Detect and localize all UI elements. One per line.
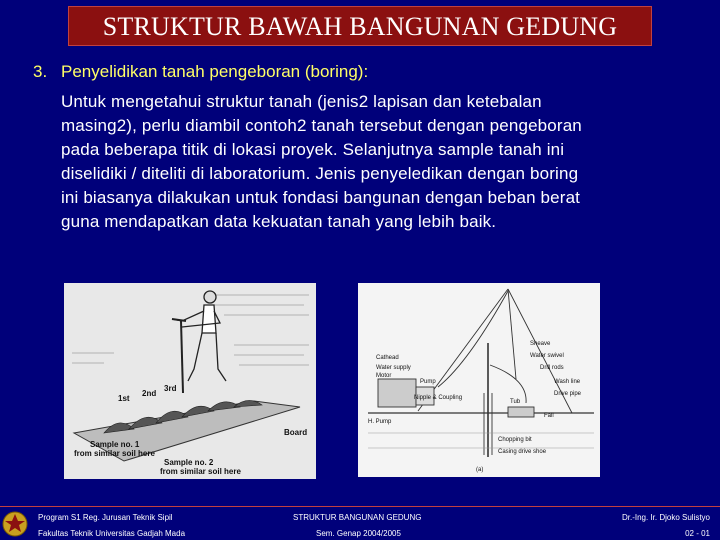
label-water-supply: Water supply	[376, 365, 411, 371]
wash-boring-diagram	[358, 283, 600, 477]
label-chopping-bit: Chopping bit	[498, 437, 532, 443]
auger-boring-drawing	[64, 283, 316, 479]
footer-program: Program S1 Reg. Jurusan Teknik Sipil	[38, 513, 173, 522]
label-tub: Tub	[510, 399, 521, 405]
body-line: guna mendapatkan data kekuatan tanah yang lebih baik.	[61, 212, 497, 231]
auger-boring-illustration	[64, 283, 316, 479]
body-line: pada beberapa titik di lokasi proyek. Selanjutnya sample tanah ini	[61, 140, 565, 159]
label-sheave: Sheave	[530, 341, 551, 347]
label-third: 3rd	[164, 384, 177, 393]
heading-text: Penyelidikan tanah pengeboran (boring):	[61, 62, 369, 81]
footer-page-number: 02 - 01	[685, 529, 710, 538]
body-line: Untuk mengetahui struktur tanah (jenis2 lapisan dan ketebalan	[61, 92, 542, 111]
label-cathead: Cathead	[376, 355, 399, 361]
label-sample1: Sample no. 1	[90, 440, 140, 449]
wash-boring-drawing	[358, 283, 600, 477]
label-fall: Fall	[544, 413, 554, 419]
label-sample2-soil: from similar soil here	[160, 467, 241, 476]
footer-course: STRUKTUR BANGUNAN GEDUNG	[293, 513, 422, 522]
label-nipple-coupling: Nipple & Coupling	[414, 395, 463, 401]
label-sample1-soil: from similar soil here	[74, 449, 155, 458]
label-casing-shoe: Casing drive shoe	[498, 449, 547, 455]
label-h-pump: H. Pump	[368, 419, 392, 425]
label-first: 1st	[118, 394, 130, 403]
body-line: diselidiki / diteliti di laboratorium. Jenis penyeledikan dengan boring	[61, 164, 579, 183]
label-board: Board	[284, 428, 308, 437]
slide-title: STRUKTUR BAWAH BANGUNAN GEDUNG	[68, 6, 652, 46]
footer-divider	[0, 506, 720, 507]
figure-caption: (a)	[476, 467, 484, 473]
label-drill-rods: Drill rods	[540, 365, 564, 371]
label-motor: Motor	[376, 373, 392, 379]
footer-faculty: Fakultas Teknik Universitas Gadjah Mada	[38, 529, 186, 538]
label-wash-line: Wash line	[554, 379, 581, 385]
section-heading	[33, 62, 368, 82]
university-logo-icon	[2, 511, 28, 537]
footer-semester: Sem. Genap 2004/2005	[316, 529, 401, 538]
body-line: masing2), perlu diambil contoh2 tanah tersebut dengan pengeboran	[61, 116, 582, 135]
heading-number: 3.	[33, 62, 48, 81]
label-drive-pipe: Drive pipe	[554, 391, 582, 397]
footer-author: Dr.-Ing. Ir. Djoko Sulistyo	[621, 513, 710, 522]
body-text	[61, 90, 701, 234]
label-sample2: Sample no. 2	[164, 458, 214, 467]
body-line: ini biasanya dilakukan untuk fondasi bangunan dengan beban berat	[61, 188, 581, 207]
label-second: 2nd	[142, 389, 157, 398]
label-pump: Pump	[420, 379, 436, 385]
label-water-swivel: Water swivel	[530, 353, 564, 359]
